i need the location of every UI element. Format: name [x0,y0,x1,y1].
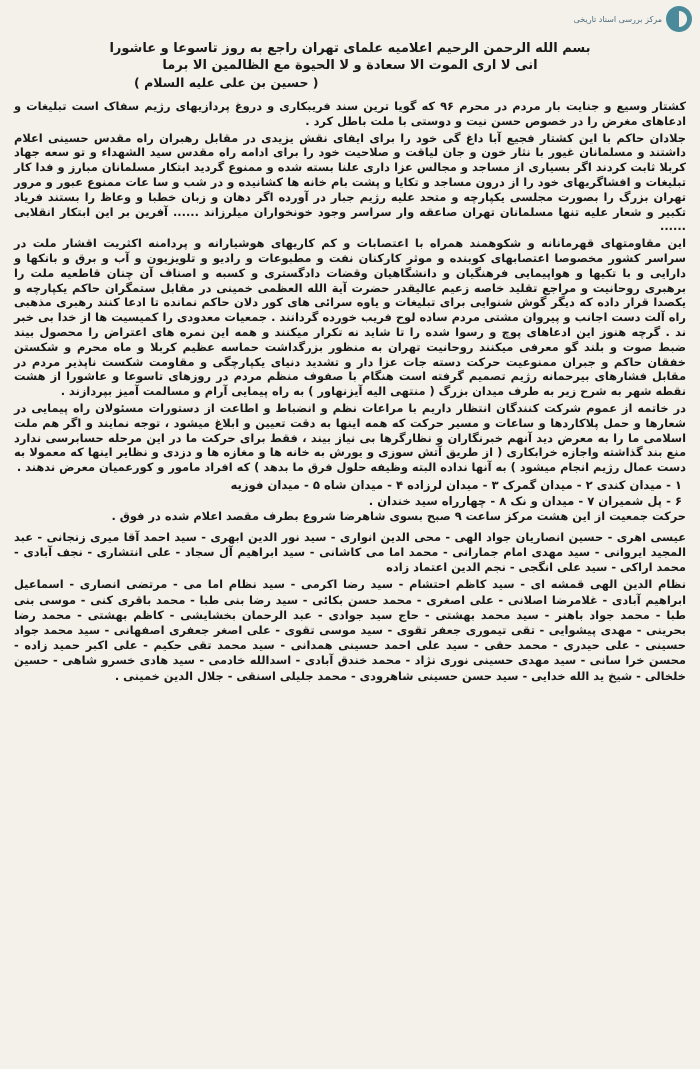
document-body [14,99,686,684]
signatories-paragraph: نظام الدین الهی قمشه ای - سید کاظم احتشام - سید رضا اکرمی - سید نظام اما می - مرتضی انصاری - اسماعیل ابراهیم آبادی - غلامرضا اصلانی - علی اصغری - محمد حسن بکائی - سید رضا بنی طبا - محمد باقری کنی - موسی بنی طبا - محمد جواد باهنر - سید محمد بهشتی - حاج سید جوادی - عبد الرحمان بخشایشی - کاظم بهشتی - محمد رضا بحرینی - مهدی پیشوایی - تقی تیموری جعفر تقوی - سید موسی تقوی - علی اصغر جعفری اصفهانی - سید محمد جواد حسینی - علی حیدری - محمد حقی - سید علی احمد حسینی همدانی - سید محمد تقی حکیم - علی اکبر حمید زاده - محسن خرا سانی - سید مهدی حسینی نوری نژاد - محمد خندق آبادی - اسدالله خادمی - سید هادی خسرو شاهی - حسین خلخالی - شیخ ید الله خدایی - سید حسن حسینی شاهرودی - محمد جلیلی اسنقی - جلال الدین خمینی . [14,577,686,683]
closing-line: حرکت جمعیت از این هشت مرکز ساعت ۹ صبح بسوی شاهرضا شروع بطرف مقصد اعلام شده در فوق . [111,508,686,523]
route-list-line: ۱ - میدان کندی ۲ - میدان گمرک ۳ - میدان لرزاده ۴ - میدان شاه ۵ - میدان فوزیه [230,477,682,492]
paragraph: کشتار وسیع و جنایت بار مردم در محرم ۹۶ که گویا ترین سند فریبکاری و دروغ پردازیهای رژیم سفاک است تبلیغات و ادعاهای مغرض را در خصوص حسن نیت و دوستی با ملت باطل کرد . [14,99,686,128]
header-quote-attribution: ( حسین بن علی علیه السلام ) [134,75,319,90]
paragraph: این مقاومتهای قهرمانانه و شکوهمند همراه با اعتصابات و کم کاریهای هوشیارانه و پردامنه اکثریت اقشار ملت در سراسر کشور مخصوصا اعتصابهای کوبنده و موثر کارکنان نفت و مطبوعات و رادیو و تلویزیون و آب و برق و بانکها و دارایی و با تکیها و هواپیمایی فرهنگیان و دانشگاهیان وقضات دادگستری و کسبه و اصناف آن چنان قاطعیه ملت را برهبری روحانیت و مراجع تقلید خاصه زعیم عالیقدر حضرت آیة الله العظمی خمینی در مقابل ستمگران حاکم یکپارچه و یکصدا قرار داده که دیگر گوش شنوایی برای تبلیغات و یاوه سرائی های کور دلان حاکم نمانده تا ادعا کنند رهبری مذهبی راه آلت دست اجانب و پیروان مشتی مردم ساده لوح فریب خورده گردانند . جمعیات معدودی را کمیسیت ها از خدا بی خبر ند . گرچه هنوز این ادعاهای پوچ و رسوا شده را تا شاید نه تکرار میکنند و همه این نمره های اعتراض را محصول بیند ضبط صوت و بلند گو معرفی میکنند روحانیت تهران به منظور بزرگداشت حماسه عظیم کربلا و ماه محرم و شکستن خفقان حاکم و جبران ممنوعیت حرکت دسته جات عزا دار و تشدید دنیای یکپارچگی و مقاومت شکست ناپذیر مردم در مقابل فشارهای بیرحمانه رژیم تصمیم گرفته است هنگام با صفوف منظم مردم در روزهای تاسوعا و عاشورا از هشت نقطه شهر به شرح زیر به طرف میدان بزرگ ( منتهی الیه آیزنهاور ) به راه پیمایی آرام و مسالمت آمیز بپردازند . [14,236,686,399]
paragraph: جلادان حاکم با این کشتار فجیع آبا داغ گی خود را برای ایفای نقش یزیدی در مقابل رهبران راه مقدس حسینی اعلام داشتند و مسلمانان غیور با نثار خون و جان لیاقت و صلاحیت خود را برای ادامه راه مقدس سید الشهداء و تو سعه جهاد کربلا ثابت کردند اگر بسیاری از مساجد و مجالس عزا داری علنا بسته شده و ممنوع گردید ابتکار مسلمانان مبارز و فدا کار تبلیغات و افشاگریهای خود را از درون مساجد و تکایا و پشت بام خانه ها کشانیده و در شب و سا عات ممنوع عبور و مرور تهران بزرگ را بصورت مجلسی یکپارچه و متحد علیه رژیم جبار در آورده اگر دهان و زبان خطبا و وعاظ را بستند فریاد تکبیر و شعار علیه تنها مسلمانان تهران صاعقه وار سراسر وجود خونخواران میلرزاند ...... آفرین بر این ابتکار انقلابی ...... [14,130,686,234]
archive-logo [574,6,692,32]
route-list-line: ۶ - پل شمیران ۷ - میدان و نک ۸ - چهارراه سید خندان . [368,493,682,508]
archive-logo-icon [666,6,692,32]
signatories-list [14,530,686,684]
header-quote: انی لا اری الموت الا سعادة و لا الحیوة مع الظالمین الا برما [162,58,538,73]
header-title: بسم الله الرحمن الرحیم اعلامیه علمای تهران راجع به روز تاسوعا و عاشورا [109,41,591,56]
paragraph: در خاتمه از عموم شرکت کنندگان انتظار داریم با مراعات نظم و انضباط و اطاعت از دستورات مسئولان راه پیمایی در شعارها و حمل پلاکاردها و ساعات و مسیر حرکت که همه اینها به دقت تعیین و ابلاغ میشود ، توجه نمایند و اگر هم ملت اسلامی ما را به معرض دید آنهم خبرنگاران و نظارگرها بی نیاز بیند ، فقط برای حرکت ما در این مرحله حسابرسی ندارد منع بند گذاشته واجازه خرابکاری ( از طریق آتش سوزی و یورش به خانه ها و مغازه ها و دزدی و نظایر اینها که معمولا به دست عمال رژیم انجام میشود ) به آنها نداده البته وظیفه حلول فرق ما بدهد ) که افراد مامور و کورعمیان معرض ندهند . [14,400,686,475]
signatories-paragraph: عیسی اهری - حسین انصاریان جواد الهی - محی الدین انواری - سید نور الدین ابهری - سید احمد آقا میری زنجانی - عبد المجید ایروانی - سید مهدی امام جمارانی - محمد اما می کاشانی - سید ابراهیم آل سجاد - علی انتشاری - نجف آبادی - محمد اراکی - سید علی انگجی - نجم الدین اعتماد زاده [14,529,686,575]
document-header [14,40,686,91]
archive-logo-text: مرکز بررسی اسناد تاریخی [573,14,662,24]
